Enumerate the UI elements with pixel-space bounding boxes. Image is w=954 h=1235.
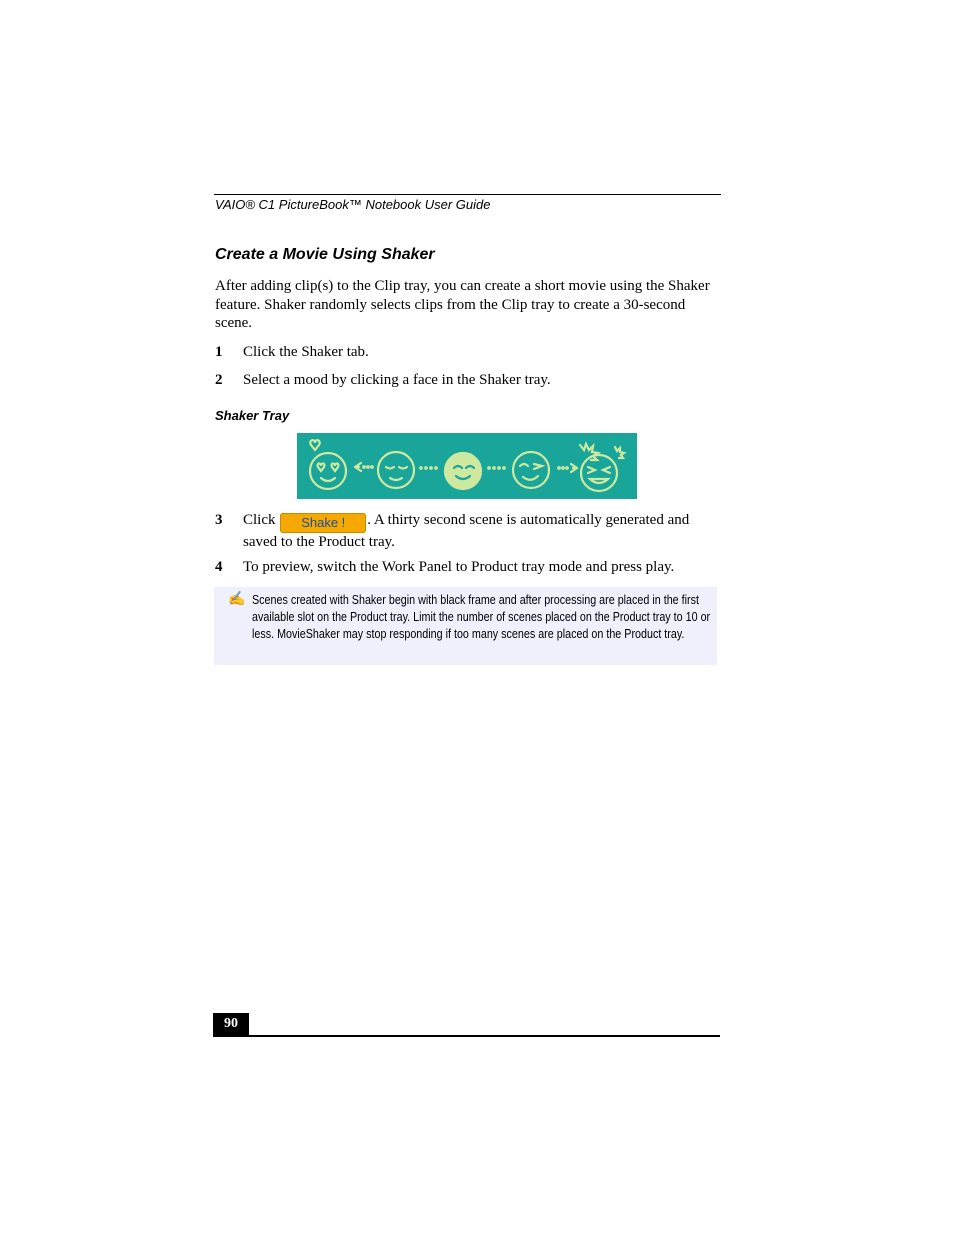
calm-face-icon[interactable] bbox=[378, 452, 414, 488]
pencil-icon: ✍ bbox=[228, 592, 246, 607]
wink-face-icon[interactable] bbox=[513, 452, 549, 488]
arrow-right-icon bbox=[558, 464, 577, 472]
document-title: VAIO® C1 PictureBook™ Notebook User Guide bbox=[215, 197, 491, 212]
shaker-tray bbox=[297, 433, 637, 499]
note-box bbox=[214, 587, 717, 665]
step-number: 2 bbox=[215, 372, 223, 388]
step-text-after: . A thirty second scene is automatically generated and saved to the Product tray. bbox=[243, 512, 690, 550]
section-title: Create a Movie Using Shaker bbox=[215, 246, 435, 263]
step-text: Select a mood by clicking a face in the Shaker tray. bbox=[243, 372, 551, 388]
step-text-before: Click bbox=[243, 512, 276, 528]
shake-button[interactable]: Shake ! bbox=[280, 513, 366, 533]
excited-face-icon[interactable] bbox=[580, 444, 624, 491]
intro-paragraph: After adding clip(s) to the Clip tray, you can create a short movie using the Shaker feature. Shaker randomly selects clips from the Clip tray to create a 30-second scene. bbox=[215, 278, 710, 331]
step-text: To preview, switch the Work Panel to Product tray mode and press play. bbox=[243, 559, 675, 575]
note-text: Scenes created with Shaker begin with black frame and after processing are placed in the first available slot on the Product tray. Limit the number of scenes placed on the Product tray to 10 or less. MovieShaker may stop responding if too many scenes are placed on the Product tray. bbox=[252, 593, 711, 641]
footer-rule bbox=[213, 1035, 720, 1037]
step-text: Click the Shaker tab. bbox=[243, 344, 369, 360]
header-rule bbox=[214, 194, 721, 195]
dots-connector bbox=[488, 467, 505, 469]
love-face-icon[interactable] bbox=[310, 440, 346, 489]
arrow-left-icon bbox=[355, 463, 373, 471]
smile-face-icon[interactable] bbox=[445, 453, 481, 489]
step-number: 4 bbox=[215, 559, 223, 575]
dots-connector bbox=[420, 467, 437, 469]
step-number: 3 bbox=[215, 512, 223, 528]
figure-caption: Shaker Tray bbox=[215, 408, 290, 423]
step-text bbox=[243, 511, 715, 552]
page-number: 90 bbox=[213, 1013, 249, 1036]
step-number: 1 bbox=[215, 344, 223, 360]
